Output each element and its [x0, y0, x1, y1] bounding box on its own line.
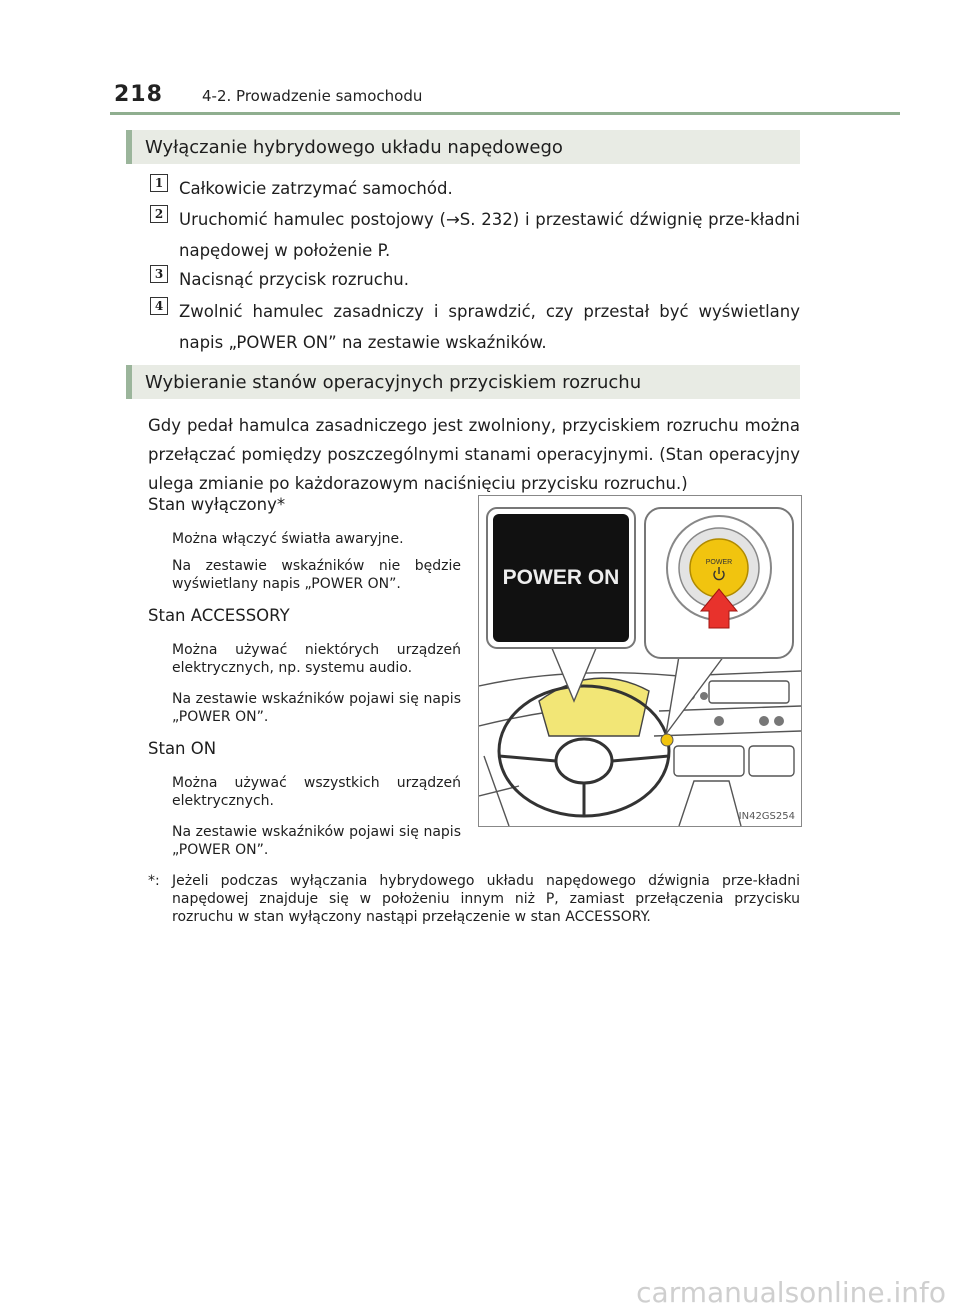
watermark: carmanualsonline.info	[636, 1276, 946, 1309]
dash-power-button	[661, 734, 673, 746]
section-title: Wybieranie stanów operacyjnych przyciskiem rozruchu	[145, 372, 642, 393]
state-off-note-1: Można włączyć światła awaryjne.	[172, 531, 404, 547]
step-number: 1	[150, 174, 168, 192]
dashboard-illustration	[479, 496, 801, 826]
footnote	[148, 872, 800, 932]
header-rule	[110, 112, 900, 115]
section-heading-states	[126, 365, 800, 399]
step-2	[150, 204, 800, 266]
step-4	[150, 296, 800, 358]
dashboard-figure	[478, 495, 802, 827]
step-number: 3	[150, 265, 168, 283]
page-header	[110, 80, 900, 114]
footnote-text: Jeżeli podczas wyłączania hybrydowego układu napędowego dźwignia prze-kładni napędowej znajduje się w położeniu innym niż P, zamiast przełączenia przycisku rozruchu w stan wyłączony nastąpi przełączenie w stan ACCESSORY.	[172, 873, 800, 925]
chapter-title: 4-2. Prowadzenie samochodu	[202, 87, 423, 105]
step-number: 4	[150, 297, 168, 315]
figure-code: IN42GS254	[738, 811, 795, 822]
section-accent	[126, 130, 132, 164]
intro-paragraph: Gdy pedał hamulca zasadniczego jest zwolniony, przyciskiem rozruchu można przełączać pomiędzy poszczególnymi stanami operacyjnymi. (Stan operacyjny ulega zmianie po każdorazowym naciśnięciu przycisku rozruchu.)	[148, 416, 800, 493]
section-title: Wyłączanie hybrydowego układu napędowego	[145, 137, 563, 158]
footnote-mark: *:	[148, 873, 160, 889]
state-on-note-2: Na zestawie wskaźników pojawi się napis „POWER ON”.	[172, 824, 461, 858]
state-accessory-title: Stan ACCESSORY	[148, 606, 290, 625]
state-accessory-note-1: Można używać niektórych urządzeń elektrycznych, np. systemu audio.	[172, 642, 461, 676]
page-number: 218	[114, 82, 163, 107]
state-on-note-1: Można używać wszystkich urządzeń elektrycznych.	[172, 775, 461, 809]
section-accent	[126, 365, 132, 399]
step-text: Uruchomić hamulec postojowy (→S. 232) i przestawić dźwignię prze-kładni napędowej w położenie P.	[179, 210, 800, 260]
section-heading-shutdown	[126, 130, 800, 164]
state-off-note-2: Na zestawie wskaźników nie będzie wyświetlany napis „POWER ON”.	[172, 558, 461, 592]
state-off-title: Stan wyłączony*	[148, 495, 286, 514]
step-1	[150, 173, 800, 204]
step-number: 2	[150, 205, 168, 223]
step-3	[150, 264, 800, 295]
step-text: Zwolnić hamulec zasadniczy i sprawdzić, czy przestał być wyświetlany napis „POWER ON” na zestawie wskaźników.	[179, 302, 800, 352]
power-button-label: POWER	[705, 559, 733, 566]
state-accessory-note-2: Na zestawie wskaźników pojawi się napis „POWER ON”.	[172, 691, 461, 725]
step-text: Nacisnąć przycisk rozruchu.	[179, 270, 409, 289]
step-text: Całkowicie zatrzymać samochód.	[179, 179, 453, 198]
power-on-display-text: POWER ON	[502, 566, 620, 589]
state-on-title: Stan ON	[148, 739, 217, 758]
